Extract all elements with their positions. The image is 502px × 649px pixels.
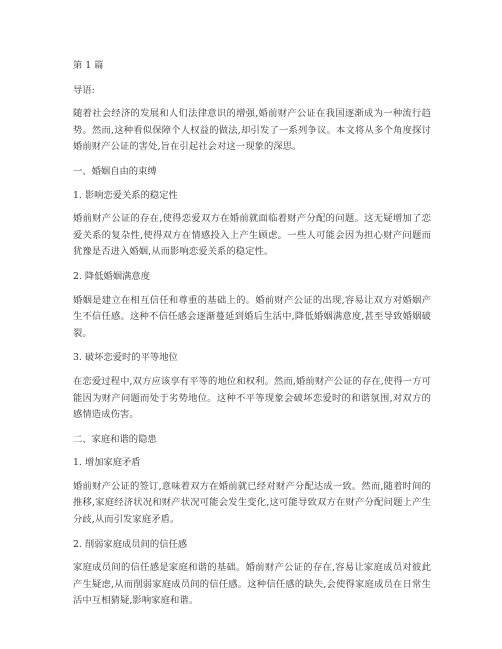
subheading-2-1: 1. 增加家庭矛盾 bbox=[73, 457, 141, 469]
paragraph-2-1: 婚前财产公证的签订,意味着双方在婚前就已经对财产分配达成一致。然而,随着时间的推移,家庭经济状况和财产状况可能会发生变化,这可能导致双方在财产分配问题上产生分歧,从而引发家庭矛盾。 bbox=[73, 480, 431, 526]
subheading-1-3: 3. 破坏恋爱时的平等地位 bbox=[73, 352, 178, 364]
section-title-1: 一、婚姻自由的束缚 bbox=[73, 165, 157, 177]
intro-label: 导语: bbox=[73, 84, 95, 96]
paragraph-2-2: 家庭成员间的信任感是家庭和谐的基础。婚前财产公证的存在,容易让家庭成员对彼此产生疑虑,从而削弱家庭成员间的信任感。这种信任感的缺失,会使得家庭成员在日常生活中互相猜疑,影响家庭和谐。 bbox=[73, 562, 431, 607]
paragraph-1-2: 婚姻是建立在相互信任和尊重的基础上的。婚前财产公证的出现,容易让双方对婚姻产生不信任感。这种不信任感会逐渐蔓延到婚后生活中,降低婚姻满意度,甚至导致婚姻破裂。 bbox=[73, 294, 431, 339]
chapter-label: 第 1 篇 bbox=[73, 60, 104, 71]
paragraph-1-1: 婚前财产公证的存在,使得恋爱双方在婚前就面临着财产分配的问题。这无疑增加了恋爱关系的复杂性,使得双方在情感投入上产生顾虑。一些人可能会因为担心财产问题而犹豫是否进入婚姻,从而影响恋爱关系的稳定性。 bbox=[73, 213, 431, 258]
document-page bbox=[73, 58, 431, 610]
subheading-1-2: 2. 降低婚姻满意度 bbox=[73, 270, 150, 282]
intro-paragraph: 随着社会经济的发展和人们法律意识的增强,婚前财产公证在我国逐渐成为一种流行趋势。然而,这种看似保障个人权益的做法,却引发了一系列争议。本文将从多个角度探讨婚前财产公证的害处,旨在引起社会对这一现象的深思。 bbox=[73, 108, 431, 153]
subheading-1-1: 1. 影响恋爱关系的稳定性 bbox=[73, 189, 178, 201]
section-title-2: 二、家庭和谐的隐患 bbox=[73, 433, 157, 445]
subheading-2-2: 2. 削弱家庭成员间的信任感 bbox=[73, 538, 188, 550]
paragraph-1-3: 在恋爱过程中,双方应该享有平等的地位和权利。然而,婚前财产公证的存在,使得一方可能因为财产问题而处于劣势地位。这种不平等现象会破坏恋爱时的和谐氛围,对双方的感情造成伤害。 bbox=[73, 375, 431, 421]
